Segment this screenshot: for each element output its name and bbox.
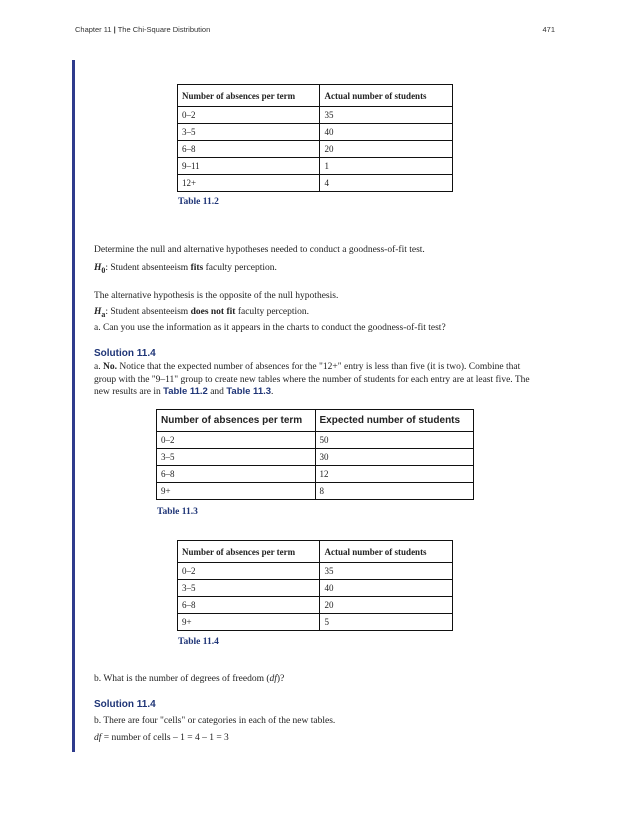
hypothesis-symbol: H <box>94 263 102 273</box>
page-number: 471 <box>542 25 555 34</box>
solution-answer: No. <box>102 362 117 372</box>
table-cell: 6–8 <box>178 597 320 614</box>
table-row <box>178 580 453 597</box>
table-row <box>178 158 453 175</box>
table-cell: 5 <box>320 614 453 631</box>
table-row <box>178 141 453 158</box>
table-row <box>178 107 453 124</box>
column-header: Actual number of students <box>320 85 453 107</box>
table-cell: 8 <box>315 483 474 500</box>
table-cell: 3–5 <box>178 124 320 141</box>
table-cell: 20 <box>320 141 453 158</box>
table-cell: 12 <box>315 466 474 483</box>
table-cell: 3–5 <box>178 580 320 597</box>
table-row <box>157 466 474 483</box>
table-row <box>157 432 474 449</box>
chapter-title: The Chi-Square Distribution <box>117 25 211 34</box>
solution-body: and <box>207 387 227 397</box>
table-row <box>157 483 474 500</box>
df-formula <box>94 732 539 745</box>
table-cell: 0–2 <box>178 107 320 124</box>
table-caption: Table 11.3 <box>157 507 198 517</box>
table-cell: 9+ <box>157 483 316 500</box>
solution-a-text <box>94 361 542 399</box>
table-row <box>178 597 453 614</box>
table-11-2 <box>177 84 453 192</box>
column-header: Number of absences per term <box>178 541 320 563</box>
table-cell: 4 <box>320 175 453 192</box>
column-header: Number of absences per term <box>157 410 316 432</box>
table-caption: Table 11.4 <box>178 637 219 647</box>
hypothesis-text: : Student absenteeism <box>105 307 191 317</box>
table-cell: 6–8 <box>178 141 320 158</box>
hypothesis-symbol: H <box>94 307 102 317</box>
question-b <box>94 673 539 686</box>
table-cell: 0–2 <box>178 563 320 580</box>
hypothesis-text: faculty perception. <box>203 263 277 273</box>
solution-body: . <box>271 387 274 397</box>
table-cell: 30 <box>315 449 474 466</box>
table-cell: 12+ <box>178 175 320 192</box>
solution-title: Solution 11.4 <box>94 699 156 710</box>
question-text: )? <box>276 674 285 684</box>
hypothesis-keyword: does not fit <box>190 307 236 317</box>
table-cell: 50 <box>315 432 474 449</box>
table-caption: Table 11.2 <box>178 197 219 207</box>
solution-b-text: b. There are four "cells" or categories in each of the new tables. <box>94 716 336 726</box>
hypothesis-subscript: 0 <box>101 265 106 275</box>
table-cell: 6–8 <box>157 466 316 483</box>
table-row <box>178 124 453 141</box>
table-cell: 1 <box>320 158 453 175</box>
table-11-4 <box>177 540 453 631</box>
table-cell: 9+ <box>178 614 320 631</box>
hypothesis-text: faculty perception. <box>235 307 310 317</box>
page-header-chapter <box>75 25 210 34</box>
table-cell: 40 <box>320 124 453 141</box>
formula-text: = number of cells – 1 = 4 – 1 = 3 <box>101 733 229 743</box>
table-cell: 3–5 <box>157 449 316 466</box>
alternative-intro: The alternative hypothesis is the opposite of the null hypothesis. <box>94 291 339 301</box>
table-header-row <box>178 85 453 107</box>
column-header: Expected number of students <box>315 410 474 432</box>
df-symbol: df <box>94 733 102 743</box>
df-symbol: df <box>269 674 277 684</box>
table-cell: 35 <box>320 107 453 124</box>
table-header-row <box>157 410 474 432</box>
table-row <box>178 614 453 631</box>
header-separator: | <box>113 25 116 34</box>
null-hypothesis <box>94 262 539 277</box>
table-row <box>157 449 474 466</box>
table-row <box>178 175 453 192</box>
alternative-hypothesis <box>94 306 539 321</box>
column-header: Number of absences per term <box>178 85 320 107</box>
solution-body: Notice that the expected number of absences for the "12+" entry is less than five (it is two). Combine that group with the "9–11" group to create new tables where the number of students for each entry are at least five. The new results are in <box>94 362 530 397</box>
column-header: Actual number of students <box>320 541 453 563</box>
table-cell: 20 <box>320 597 453 614</box>
chapter-label: Chapter 11 <box>75 25 112 34</box>
hypothesis-text: : Student absenteeism <box>105 263 191 273</box>
table-cell: 40 <box>320 580 453 597</box>
hypothesis-keyword: fits <box>190 263 204 273</box>
table-cell: 0–2 <box>157 432 316 449</box>
hypothesis-subscript: a <box>101 309 106 319</box>
solution-label: a. <box>94 362 103 372</box>
table-row <box>178 563 453 580</box>
example-sidebar-bar <box>72 60 75 752</box>
table-cell: 35 <box>320 563 453 580</box>
table-header-row <box>178 541 453 563</box>
table-11-3-link[interactable]: Table 11.3 <box>226 386 272 397</box>
table-11-2-link[interactable]: Table 11.2 <box>163 386 208 397</box>
question-text: b. What is the number of degrees of freedom ( <box>94 674 270 684</box>
question-a: a. Can you use the information as it appears in the charts to conduct the goodness-of-fit test? <box>94 323 446 333</box>
intro-paragraph: Determine the null and alternative hypotheses needed to conduct a goodness-of-fit test. <box>94 245 425 255</box>
table-11-3 <box>156 409 474 500</box>
table-cell: 9–11 <box>178 158 320 175</box>
solution-title: Solution 11.4 <box>94 348 156 359</box>
